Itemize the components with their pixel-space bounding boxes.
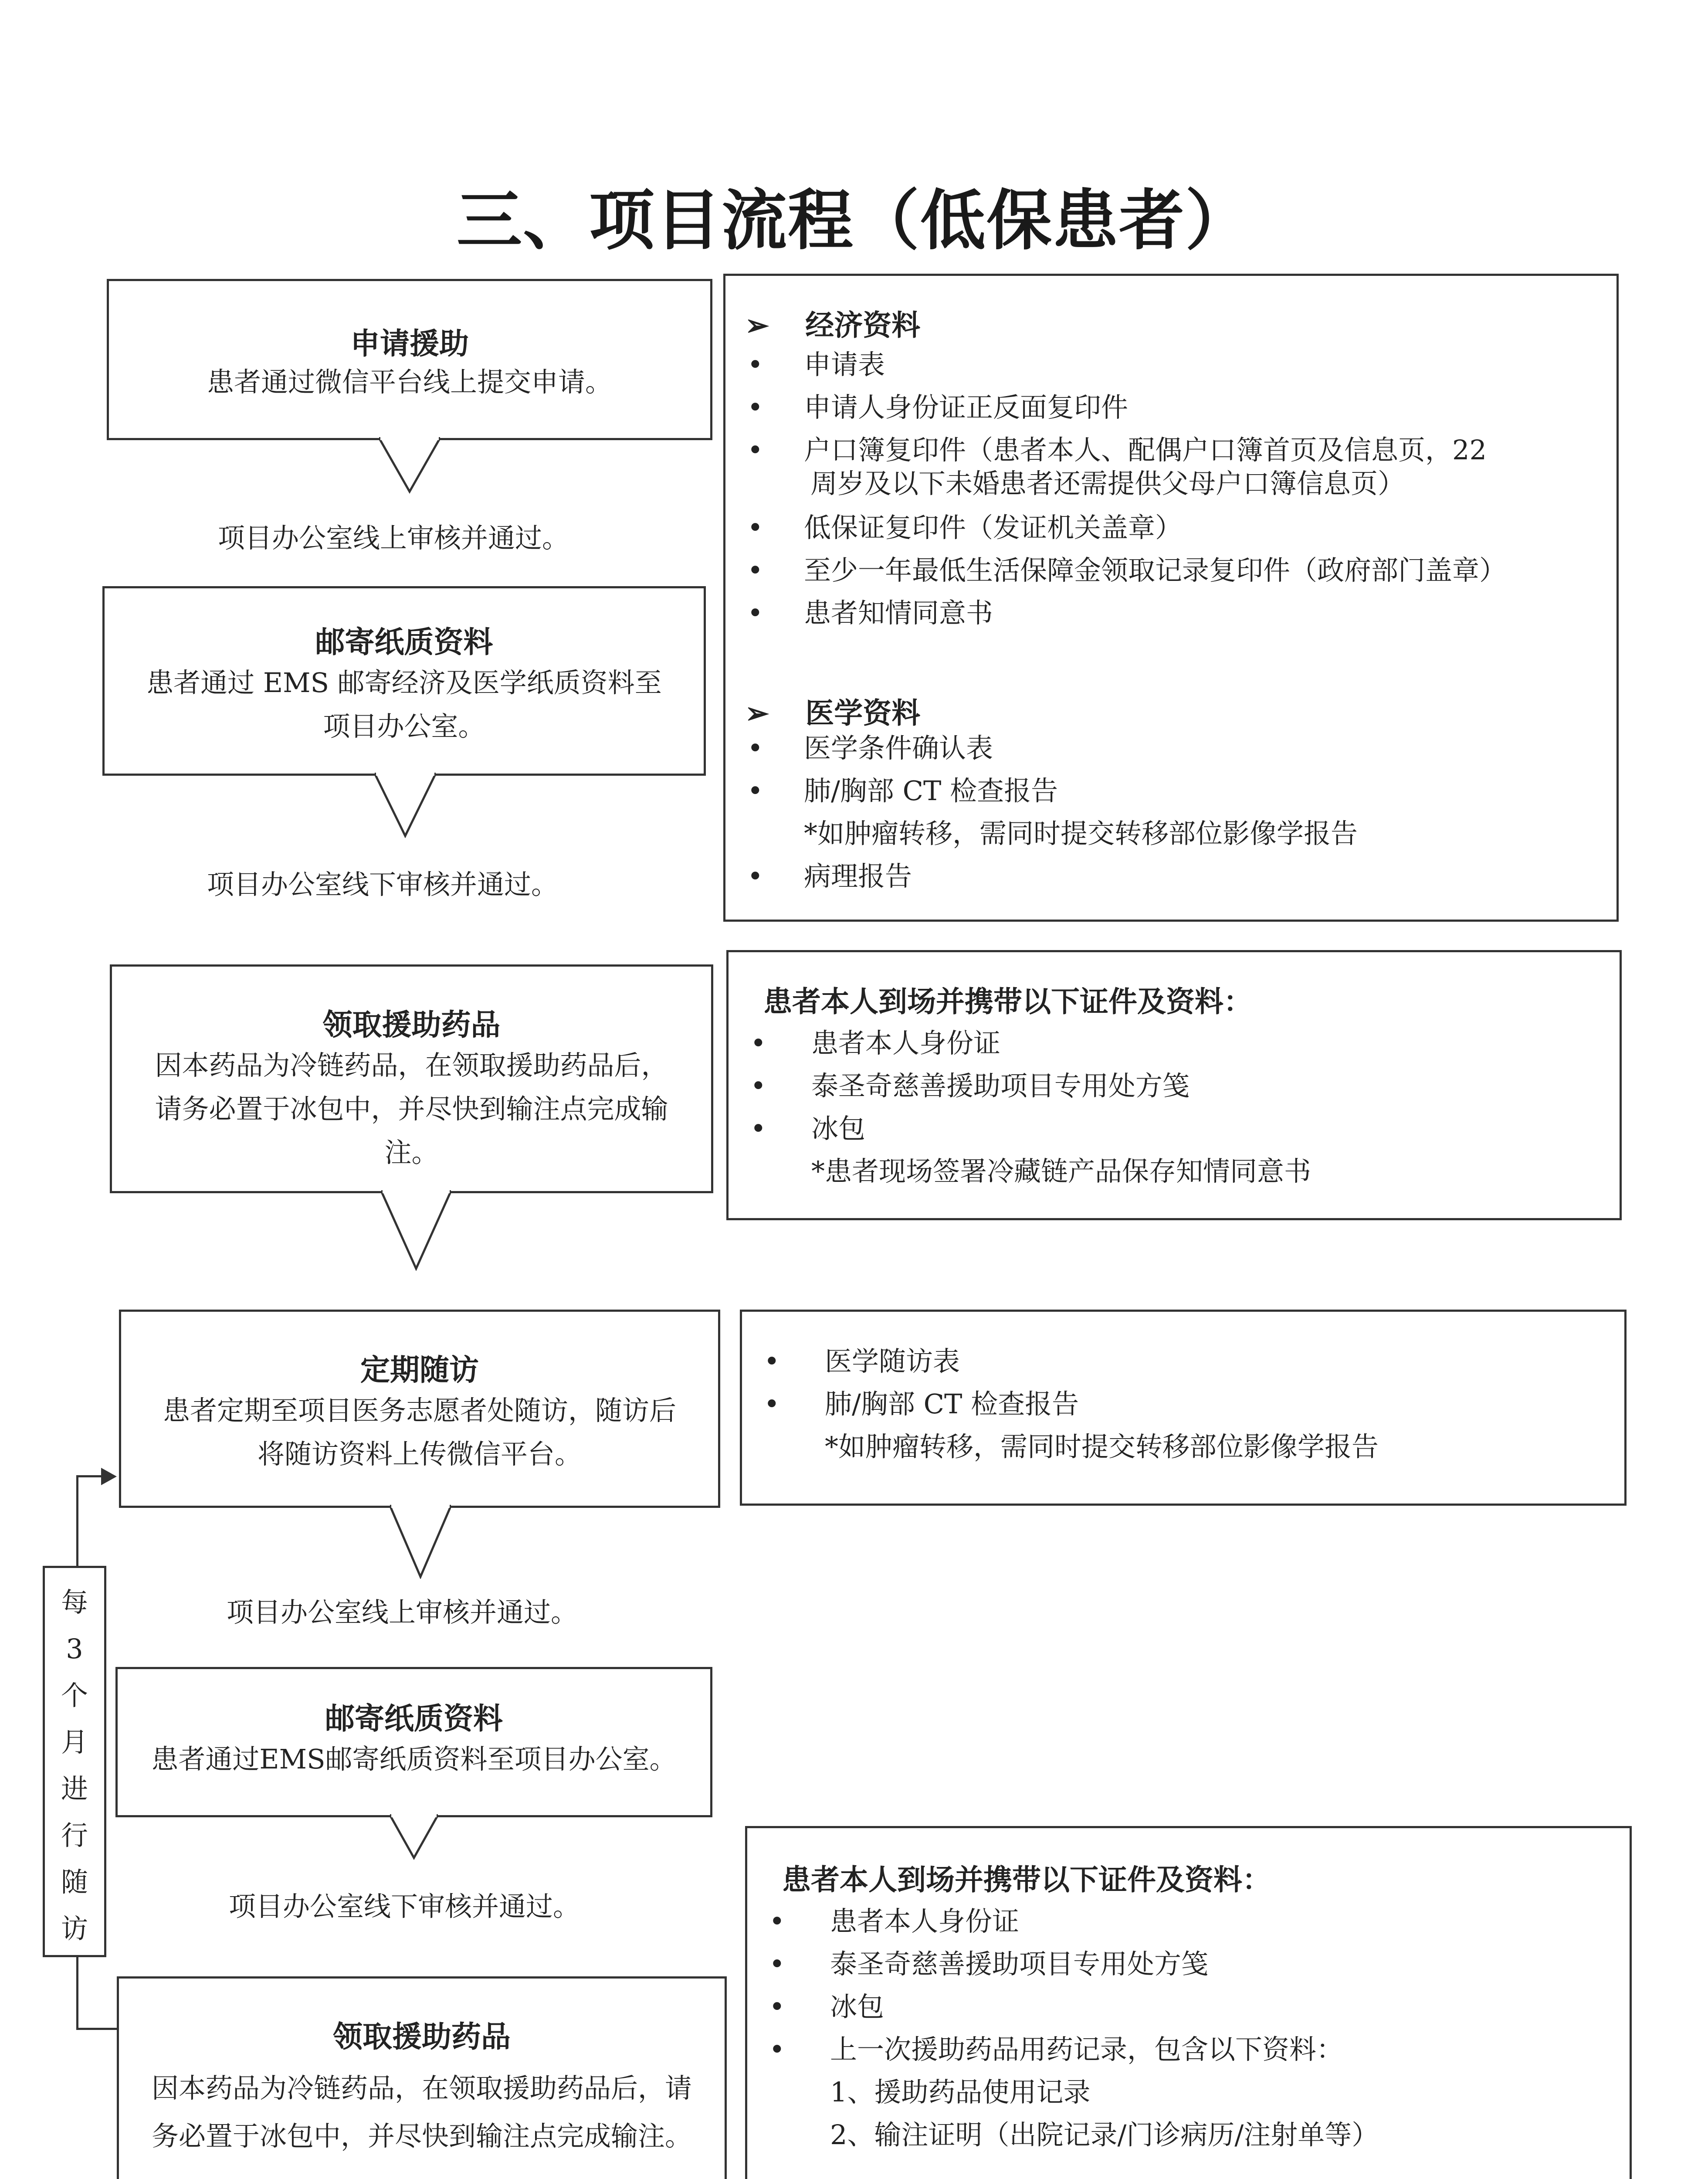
bullet-icon: • [747, 554, 763, 586]
bullet-icon: • [747, 597, 763, 629]
list-item: • 冰包 [746, 1107, 1311, 1150]
step-collect-title: 领取援助药品 [322, 1008, 501, 1042]
step-followup-body-1: 患者定期至项目医务志愿者处随访，随访后 [163, 1395, 676, 1426]
list-item: • 低保证复印件（发证机关盖章） [743, 506, 1506, 549]
arrow-bullet-icon: ➢ [745, 696, 769, 730]
step-apply-pointer [379, 437, 440, 494]
loop-char: 进 [61, 1773, 88, 1805]
list-item: • 患者本人身份证 [746, 1022, 1311, 1065]
step-followup-title: 定期随访 [360, 1353, 479, 1388]
loop-char: 每 [61, 1586, 88, 1618]
onsite-docs-box [726, 950, 1622, 1220]
followup-docs-box [740, 1310, 1627, 1506]
step-collect2-body-2: 务必置于冰包中，并尽快到输注点完成输注。 [151, 2120, 692, 2152]
bullet-icon: • [750, 1070, 766, 1102]
onsite-list-2 [765, 1900, 1379, 2156]
econ-list [743, 343, 1506, 635]
bullet-icon: • [769, 2033, 785, 2065]
loop-char: 3 [66, 1633, 83, 1665]
bullet-icon: • [747, 775, 763, 807]
list-item: • 肺/胸部 CT 检查报告 [743, 770, 1358, 812]
loop-char: 访 [61, 1913, 88, 1945]
step-apply-body: 患者通过微信平台线上提交申请。 [207, 366, 612, 398]
list-note: *如肿瘤转移，需同时提交转移部位影像学报告 [804, 818, 1358, 849]
onsite-heading: 患者本人到场并携带以下证件及资料： [763, 984, 1252, 1018]
loop-line-top [76, 1475, 78, 1567]
step-mail-title: 邮寄纸质资料 [315, 625, 493, 660]
loop-arrow-head [101, 1468, 117, 1485]
bullet-icon: • [750, 1113, 766, 1144]
docs-required-box [723, 274, 1619, 922]
loop-line-arrow [76, 1475, 102, 1477]
list-sub-item: 1、援助药品使用记录 [830, 2076, 1091, 2108]
arrow-bullet-icon: ➢ [745, 308, 769, 342]
list-item: • 泰圣奇慈善援助项目专用处方笺 [746, 1065, 1311, 1107]
step-mail-box [102, 586, 706, 776]
step-collect-pointer [381, 1190, 451, 1271]
list-item: • 上一次援助药品用药记录，包含以下资料： [765, 2028, 1379, 2071]
onsite-heading-2: 患者本人到场并携带以下证件及资料： [782, 1863, 1271, 1897]
bullet-icon: • [750, 1027, 766, 1059]
step-mail-body-1: 患者通过 EMS 邮寄经济及医学纸质资料至 [146, 667, 662, 699]
step-collect2-title: 领取援助药品 [332, 2019, 511, 2054]
bullet-icon: • [747, 860, 763, 892]
step-mail2-title: 邮寄纸质资料 [325, 1701, 503, 1736]
step-followup-body-2: 将随访资料上传微信平台。 [257, 1438, 582, 1470]
step-mail-body-2: 项目办公室。 [323, 710, 485, 742]
loop-label [43, 1566, 106, 1957]
step-apply-box [107, 279, 712, 440]
list-item: • 医学随访表 [759, 1340, 1379, 1383]
bullet-icon: • [747, 391, 763, 423]
step-followup-box [119, 1310, 720, 1508]
step-mail2-box [115, 1667, 712, 1817]
review-note-4: 项目办公室线下审核并通过。 [229, 1891, 580, 1922]
list-item: • 病理报告 [743, 855, 1358, 898]
step-collect2-box [117, 1976, 727, 2179]
med-list [743, 727, 1358, 898]
loop-line-bottom [76, 1956, 78, 2030]
bullet-icon: • [764, 1345, 780, 1377]
loop-char: 行 [61, 1819, 88, 1851]
step-collect2-body-1: 因本药品为冷链药品，在领取援助药品后，请 [151, 2072, 692, 2104]
step-collect-box [110, 964, 713, 1193]
review-note-3: 项目办公室线上审核并通过。 [227, 1596, 578, 1628]
loop-line-base [76, 2028, 118, 2030]
loop-char: 月 [61, 1726, 88, 1758]
list-item: • 申请人身份证正反面复印件 [743, 386, 1506, 429]
step-collect-body-1: 因本药品为冷链药品，在领取援助药品后， [155, 1049, 668, 1081]
loop-char: 随 [61, 1866, 88, 1898]
onsite-list [746, 1022, 1311, 1193]
step-collect-body-3: 注。 [384, 1137, 439, 1168]
list-note: *如肿瘤转移，需同时提交转移部位影像学报告 [825, 1431, 1379, 1463]
step-mail-pointer [375, 773, 436, 838]
list-item: • 户口簿复印件（患者本人、配偶户口簿首页及信息页，22 [743, 429, 1506, 472]
page-title: 三、项目流程（低保患者） [456, 182, 1251, 259]
bullet-icon: • [747, 732, 763, 764]
step-mail2-body: 患者通过EMS邮寄纸质资料至项目办公室。 [151, 1743, 677, 1775]
step-collect-body-2: 请务必置于冰包中，并尽快到输注点完成输 [155, 1093, 668, 1125]
bullet-icon: • [747, 434, 763, 466]
followup-list [759, 1340, 1379, 1468]
bullet-icon: • [769, 1991, 785, 2023]
med-title: 医学资料 [805, 696, 921, 730]
list-item: • 冰包 [765, 1986, 1379, 2028]
list-item: • 肺/胸部 CT 检查报告 [759, 1383, 1379, 1426]
list-sub-item: 2、输注证明（出院记录/门诊病历/注射单等） [830, 2119, 1379, 2151]
step-followup-pointer [390, 1505, 451, 1579]
onsite-docs-box-2 [745, 1826, 1632, 2179]
step-mail2-pointer [390, 1814, 438, 1860]
bullet-icon: • [747, 512, 763, 543]
econ-heading [745, 302, 920, 343]
list-item: • 申请表 [743, 343, 1506, 386]
list-item: • 至少一年最低生活保障金领取记录复印件（政府部门盖章） [743, 549, 1506, 592]
list-item: • 患者本人身份证 [765, 1900, 1379, 1943]
bullet-icon: • [769, 1905, 785, 1937]
list-item-continuation: 周岁及以下未婚患者还需提供父母户口簿信息页） [810, 468, 1405, 499]
bullet-icon: • [769, 1948, 785, 1980]
list-item: • 医学条件确认表 [743, 727, 1358, 770]
step-apply-title: 申请援助 [350, 326, 469, 361]
list-item: • 患者知情同意书 [743, 592, 1506, 635]
bullet-icon: • [747, 349, 763, 380]
loop-char: 个 [61, 1680, 88, 1711]
list-note: *患者现场签署冷藏链产品保存知情同意书 [811, 1155, 1312, 1187]
review-note-2: 项目办公室线下审核并通过。 [207, 869, 559, 900]
econ-title: 经济资料 [805, 308, 921, 342]
med-heading [745, 690, 920, 731]
bullet-icon: • [764, 1388, 780, 1420]
list-item: • 泰圣奇慈善援助项目专用处方笺 [765, 1943, 1379, 1986]
review-note-1: 项目办公室线上审核并通过。 [218, 522, 569, 554]
